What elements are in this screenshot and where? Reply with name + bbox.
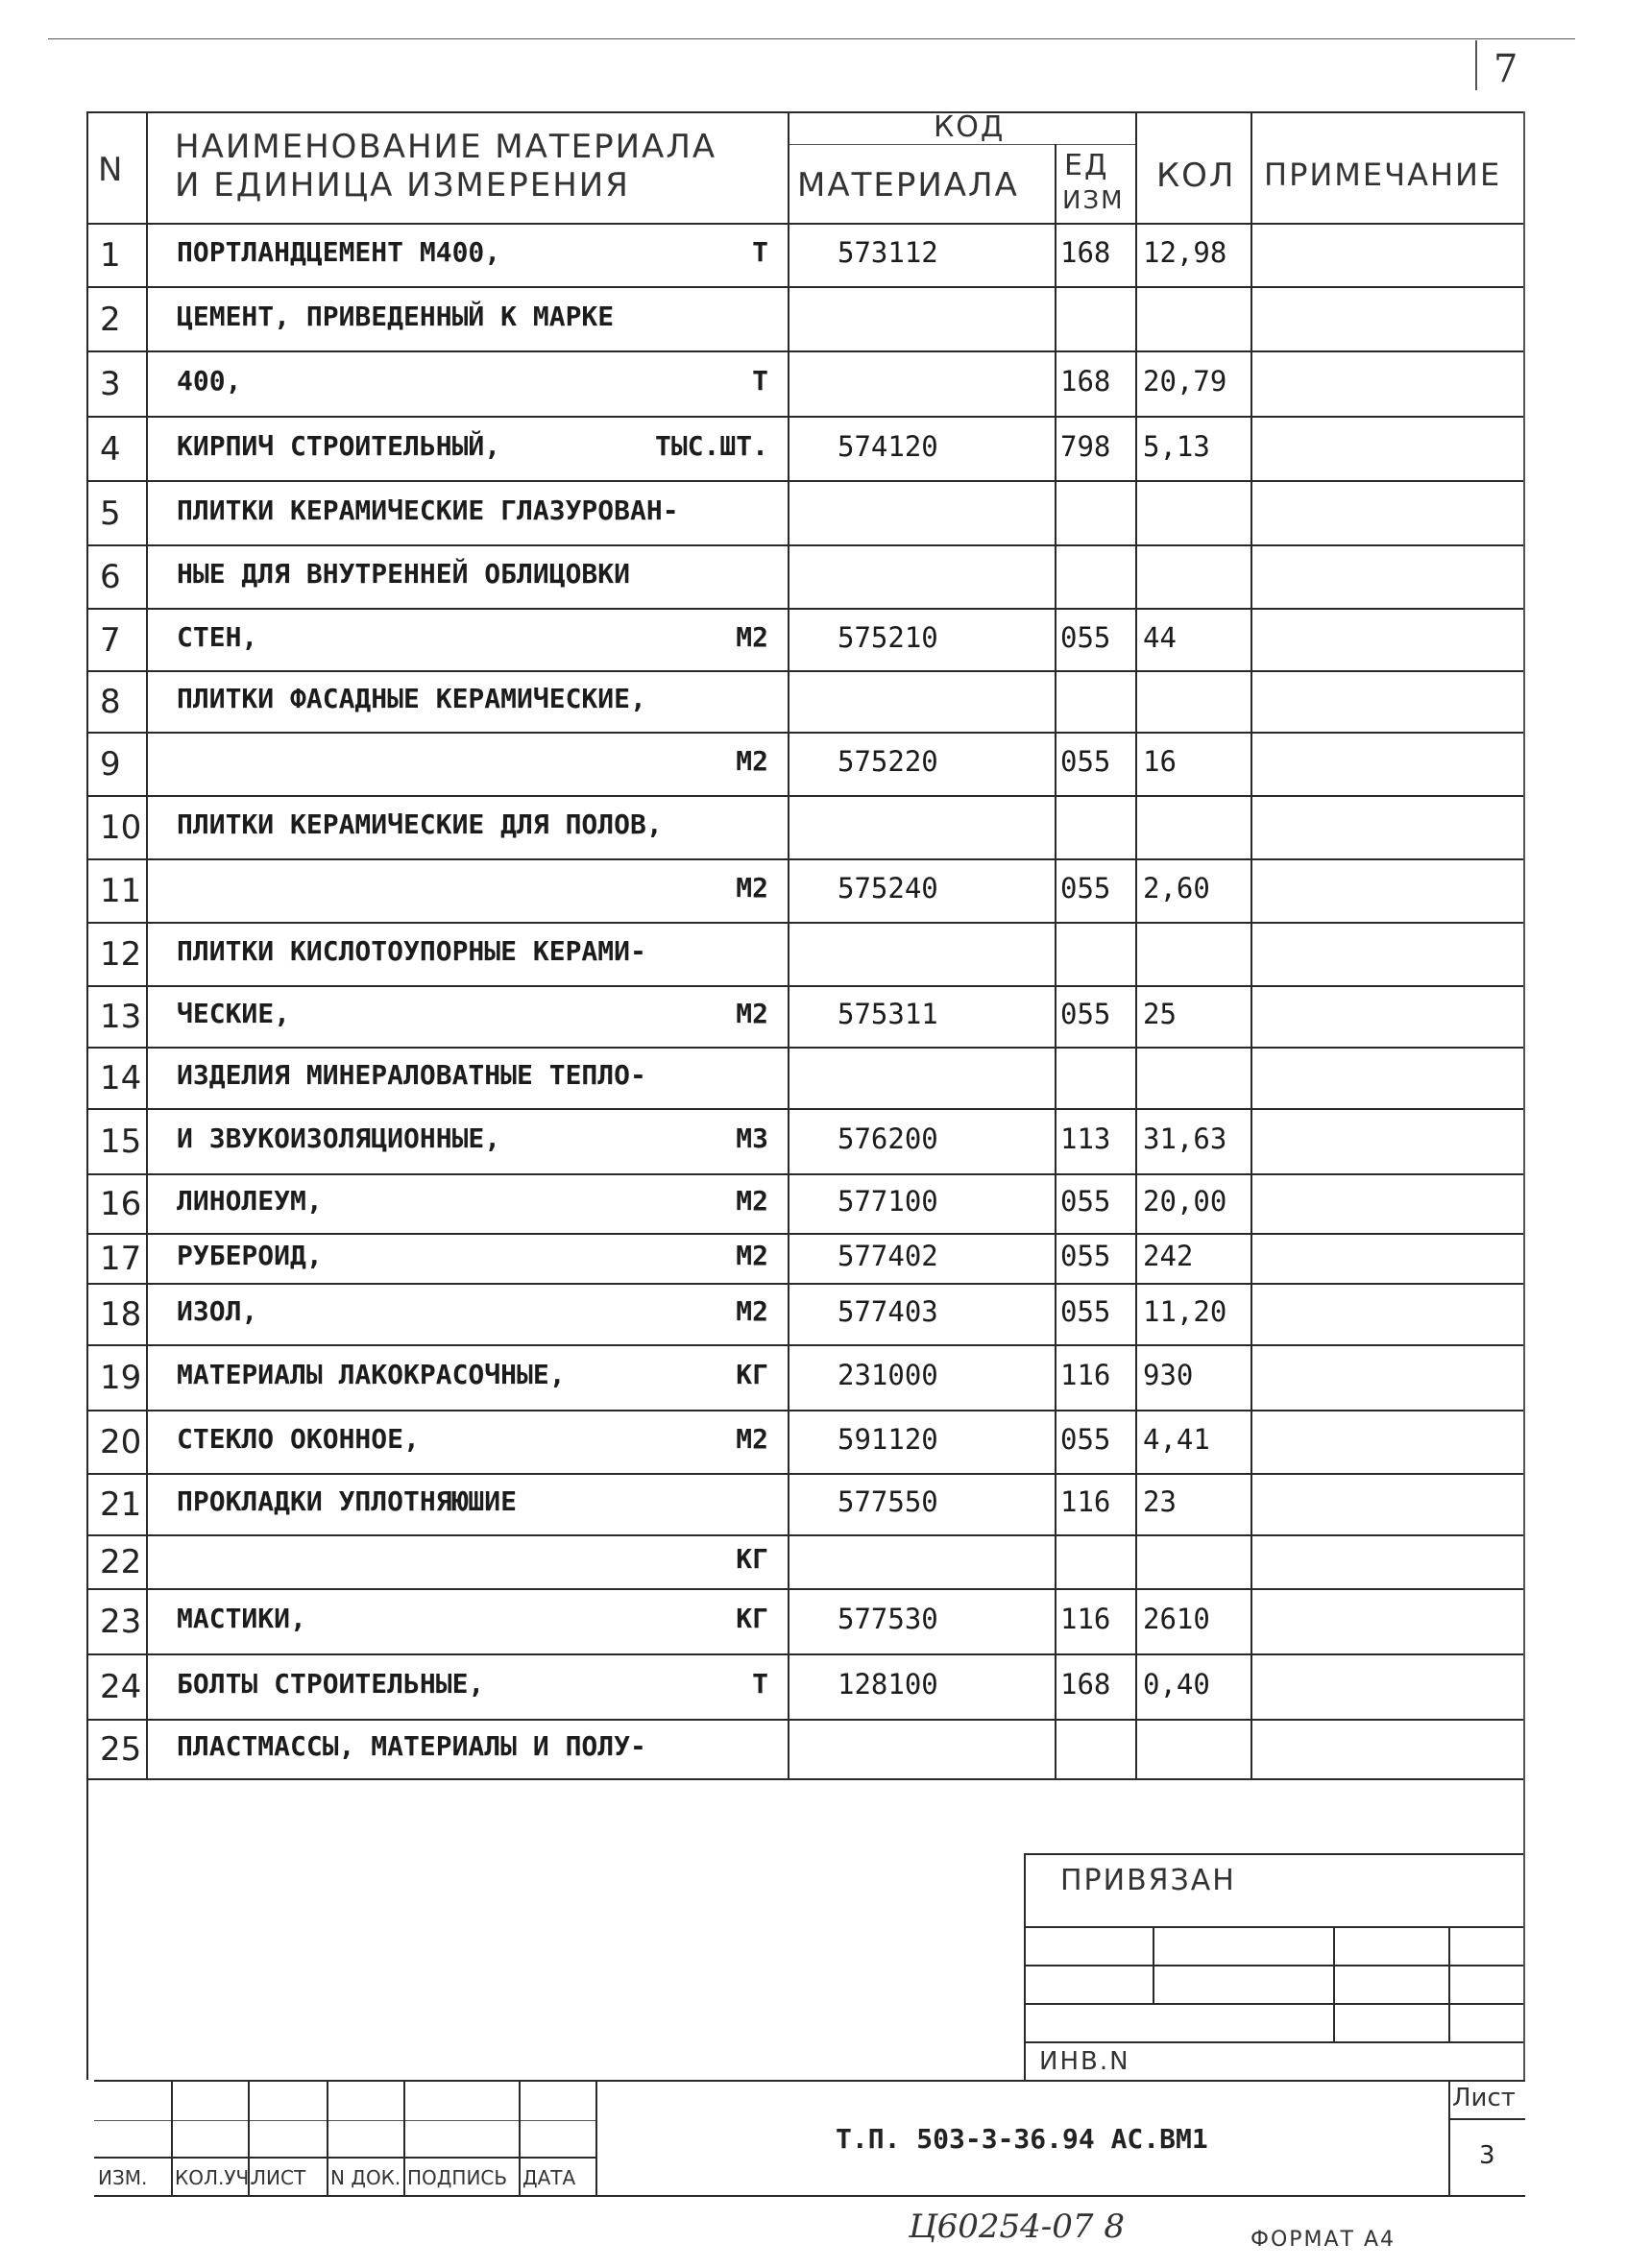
material-name: КИРПИЧ СТРОИТЕЛЬНЫЙ, <box>177 430 501 462</box>
quantity: 0,40 <box>1143 1668 1210 1701</box>
material-name: СТЕКЛО ОКОННОЕ, <box>177 1423 420 1455</box>
title-col-label: ЛИСТ <box>252 2166 306 2189</box>
material-name: ПОРТЛАНДЦЕМЕНТ М400, <box>177 236 501 268</box>
row-number: 17 <box>100 1240 142 1278</box>
unit-code: 116 <box>1060 1485 1111 1518</box>
material-name: ПЛИТКИ КЕРАМИЧЕСКИЕ ГЛАЗУРОВАН- <box>177 495 679 526</box>
row-number: 23 <box>100 1603 142 1641</box>
stamp-top <box>1024 1853 1523 1855</box>
row-number: 5 <box>100 495 121 533</box>
row-divider <box>86 1719 1523 1721</box>
material-name: РУБЕРОИД, <box>177 1240 323 1271</box>
table-left-border <box>86 111 88 2080</box>
row-number: 10 <box>100 808 142 847</box>
row-divider <box>86 608 1523 610</box>
material-name: ИЗОЛ, <box>177 1295 258 1327</box>
row-divider <box>86 1410 1523 1411</box>
material-name: МАТЕРИАЛЫ ЛАКОКРАСОЧНЫЕ, <box>177 1359 566 1390</box>
row-number: 3 <box>100 365 121 403</box>
material-code: 573112 <box>838 236 938 269</box>
stamp-inv-no: ИНВ.N <box>1039 2047 1130 2076</box>
unit-code: 055 <box>1060 621 1111 654</box>
row-divider <box>86 985 1523 987</box>
row-divider <box>86 670 1523 672</box>
header-code-group: КОД <box>934 110 1006 144</box>
header-qty: КОЛ <box>1156 157 1236 195</box>
material-code: 577530 <box>838 1603 938 1635</box>
quantity: 242 <box>1143 1240 1194 1272</box>
material-name: ЦЕМЕНТ, ПРИВЕДЕННЫЙ К МАРКЕ <box>177 301 615 332</box>
material-code: 128100 <box>838 1668 938 1701</box>
column-divider <box>788 111 789 1778</box>
page-number: 7 <box>1493 47 1518 91</box>
unit-code: 798 <box>1060 430 1111 463</box>
column-divider <box>1251 111 1252 1778</box>
row-number: 19 <box>100 1359 142 1397</box>
material-unit: М2 <box>736 1423 768 1455</box>
material-unit: КГ <box>736 1603 768 1634</box>
stamp-line4 <box>1024 2041 1523 2043</box>
row-divider <box>86 544 1523 546</box>
row-number: 2 <box>100 301 121 339</box>
title-col-label: ДАТА <box>522 2166 576 2189</box>
handwritten-note: Ц60254-07 8 <box>909 2208 1126 2246</box>
title-col6 <box>595 2080 597 2195</box>
row-number: 15 <box>100 1122 142 1161</box>
unit-code: 055 <box>1060 1423 1111 1456</box>
quantity: 5,13 <box>1143 430 1210 463</box>
unit-code: 113 <box>1060 1122 1111 1155</box>
column-divider <box>1135 111 1137 1778</box>
row-number: 25 <box>100 1730 142 1769</box>
material-name: НЫЕ ДЛЯ ВНУТРЕННЕЙ ОБЛИЦОВКИ <box>177 558 631 590</box>
material-name: ПЛИТКИ КИСЛОТОУПОРНЫЕ КЕРАМИ- <box>177 935 646 967</box>
unit-code: 055 <box>1060 998 1111 1030</box>
material-code: 577402 <box>838 1240 938 1272</box>
sheet-label: Лист <box>1452 2084 1516 2112</box>
column-divider <box>146 111 148 1778</box>
row-divider <box>86 1473 1523 1475</box>
unit-code: 168 <box>1060 1668 1111 1701</box>
title-top <box>94 2080 1525 2082</box>
title-col-label: N ДОК. <box>330 2166 401 2189</box>
material-name: 400, <box>177 365 242 397</box>
material-unit: Т <box>752 236 768 268</box>
quantity: 20,00 <box>1143 1185 1227 1218</box>
row-divider <box>86 1534 1523 1536</box>
quantity: 31,63 <box>1143 1122 1227 1155</box>
row-number: 20 <box>100 1423 142 1461</box>
header-bottom-border <box>86 223 1523 225</box>
row-divider <box>86 922 1523 924</box>
quantity: 20,79 <box>1143 365 1227 398</box>
title-col-label: ИЗМ. <box>98 2166 148 2189</box>
title-col-label: ПОДПИСЬ <box>407 2166 508 2189</box>
material-unit: КГ <box>736 1543 768 1575</box>
unit-code: 055 <box>1060 1295 1111 1328</box>
quantity: 2,60 <box>1143 872 1210 905</box>
page-number-divider <box>1475 40 1477 90</box>
material-code: 575220 <box>838 745 938 778</box>
unit-code: 168 <box>1060 365 1111 398</box>
row-number: 9 <box>100 745 121 784</box>
row-divider <box>86 1344 1523 1346</box>
unit-code: 116 <box>1060 1603 1111 1635</box>
quantity: 12,98 <box>1143 236 1227 269</box>
title-col7 <box>1448 2080 1450 2195</box>
row-number: 4 <box>100 430 121 469</box>
row-number: 24 <box>100 1668 142 1706</box>
material-unit: М2 <box>736 998 768 1029</box>
top-border <box>48 38 1575 39</box>
material-code: 577100 <box>838 1185 938 1218</box>
material-name: БОЛТЫ СТРОИТЕЛЬНЫЕ, <box>177 1668 485 1700</box>
row-divider <box>86 1653 1523 1655</box>
row-number: 13 <box>100 998 142 1036</box>
material-code: 577403 <box>838 1295 938 1328</box>
row-number: 12 <box>100 935 142 974</box>
material-unit: М2 <box>736 621 768 653</box>
title-col5 <box>519 2080 521 2195</box>
material-name: ПЛИТКИ КЕРАМИЧЕСКИЕ ДЛЯ ПОЛОВ, <box>177 808 663 840</box>
title-col4 <box>403 2080 405 2195</box>
unit-code: 055 <box>1060 1240 1111 1272</box>
row-divider <box>86 1778 1523 1780</box>
stamp-div3 <box>1448 1926 1450 2041</box>
row-divider <box>86 350 1523 352</box>
quantity: 11,20 <box>1143 1295 1227 1328</box>
unit-code: 116 <box>1060 1359 1111 1391</box>
material-code: 575311 <box>838 998 938 1030</box>
row-number: 21 <box>100 1485 142 1524</box>
material-name: ПЛИТКИ ФАСАДНЫЕ КЕРАМИЧЕСКИЕ, <box>177 683 646 714</box>
row-number: 22 <box>100 1543 142 1581</box>
row-divider <box>86 1283 1523 1285</box>
row-number: 16 <box>100 1185 142 1223</box>
row-divider <box>86 480 1523 482</box>
material-code: 575240 <box>838 872 938 905</box>
row-number: 7 <box>100 621 121 660</box>
quantity: 23 <box>1143 1485 1177 1518</box>
row-number: 6 <box>100 558 121 596</box>
header-name-line1: НАИМЕНОВАНИЕ МАТЕРИАЛА <box>175 128 717 166</box>
quantity: 16 <box>1143 745 1177 778</box>
format-label: ФОРМАТ А4 <box>1251 2228 1396 2252</box>
row-divider <box>86 1173 1523 1175</box>
quantity: 25 <box>1143 998 1177 1030</box>
material-unit: М2 <box>736 1295 768 1327</box>
row-divider <box>86 858 1523 860</box>
unit-code: 168 <box>1060 236 1111 269</box>
header-note: ПРИМЕЧАНИЕ <box>1264 157 1502 193</box>
title-bottom <box>94 2195 1525 2197</box>
row-number: 1 <box>100 236 121 275</box>
quantity: 2610 <box>1143 1603 1210 1635</box>
row-divider <box>86 1233 1523 1235</box>
title-sheet-div <box>1448 2118 1525 2120</box>
row-divider <box>86 795 1523 797</box>
material-unit: М3 <box>736 1122 768 1154</box>
material-unit: М2 <box>736 1240 768 1271</box>
material-code: 576200 <box>838 1122 938 1155</box>
title-col-label: КОЛ.УЧ. <box>175 2166 255 2189</box>
quantity: 4,41 <box>1143 1423 1210 1456</box>
header-unit-line1: ЕД <box>1064 149 1109 182</box>
material-name: ПЛАСТМАССЫ, МАТЕРИАЛЫ И ПОЛУ- <box>177 1730 646 1762</box>
row-divider <box>86 286 1523 288</box>
material-name: И ЗВУКОИЗОЛЯЦИОННЫЕ, <box>177 1122 501 1154</box>
material-code: 231000 <box>838 1359 938 1391</box>
table-right-border <box>1523 111 1525 2080</box>
material-name: ИЗДЕЛИЯ МИНЕРАЛОВАТНЫЕ ТЕПЛО- <box>177 1059 646 1091</box>
row-divider <box>86 732 1523 734</box>
title-col1 <box>171 2080 173 2195</box>
material-unit: М2 <box>736 1185 768 1217</box>
stamp-div1 <box>1153 1926 1154 2003</box>
material-unit: Т <box>752 365 768 397</box>
row-divider <box>86 1047 1523 1049</box>
stamp-left <box>1024 1853 1026 2080</box>
quantity: 44 <box>1143 621 1177 654</box>
unit-code: 055 <box>1060 745 1111 778</box>
unit-code: 055 <box>1060 872 1111 905</box>
material-name: МАСТИКИ, <box>177 1603 306 1634</box>
code-group-divider <box>788 144 1135 145</box>
unit-code: 055 <box>1060 1185 1111 1218</box>
row-number: 8 <box>100 683 121 721</box>
header-unit-line2: ИЗМ <box>1062 186 1125 215</box>
header-no: N <box>98 151 125 189</box>
row-number: 11 <box>100 872 142 910</box>
material-name: ПРОКЛАДКИ УПЛОТНЯЮШИЕ <box>177 1485 518 1517</box>
stamp-attached: ПРИВЯЗАН <box>1060 1864 1236 1897</box>
material-code: 574120 <box>838 430 938 463</box>
material-code: 575210 <box>838 621 938 654</box>
table-top-border <box>86 111 1523 113</box>
material-code: 577550 <box>838 1485 938 1518</box>
quantity: 930 <box>1143 1359 1194 1391</box>
sheet-number: 3 <box>1479 2141 1495 2170</box>
material-unit: Т <box>752 1668 768 1700</box>
material-unit: ТЫС.ШТ. <box>654 430 768 462</box>
header-name-line2: И ЕДИНИЦА ИЗМЕРЕНИЯ <box>175 166 630 205</box>
column-divider <box>1055 144 1056 1778</box>
material-unit: М2 <box>736 745 768 777</box>
material-name: ЛИНОЛЕУМ, <box>177 1185 323 1217</box>
row-divider <box>86 1108 1523 1110</box>
row-divider <box>86 1588 1523 1590</box>
material-name: ЧЕСКИЕ, <box>177 998 291 1029</box>
row-divider <box>86 416 1523 418</box>
title-col3 <box>327 2080 328 2195</box>
material-unit: КГ <box>736 1359 768 1390</box>
material-code: 591120 <box>838 1423 938 1456</box>
row-number: 18 <box>100 1295 142 1334</box>
stamp-div2 <box>1333 1926 1335 2041</box>
document-code: Т.П. 503-3-36.94 АС.ВМ1 <box>836 2123 1208 2155</box>
material-name: СТЕН, <box>177 621 258 653</box>
header-code-material: МАТЕРИАЛА <box>797 166 1019 205</box>
row-number: 14 <box>100 1059 142 1098</box>
material-unit: М2 <box>736 872 768 904</box>
